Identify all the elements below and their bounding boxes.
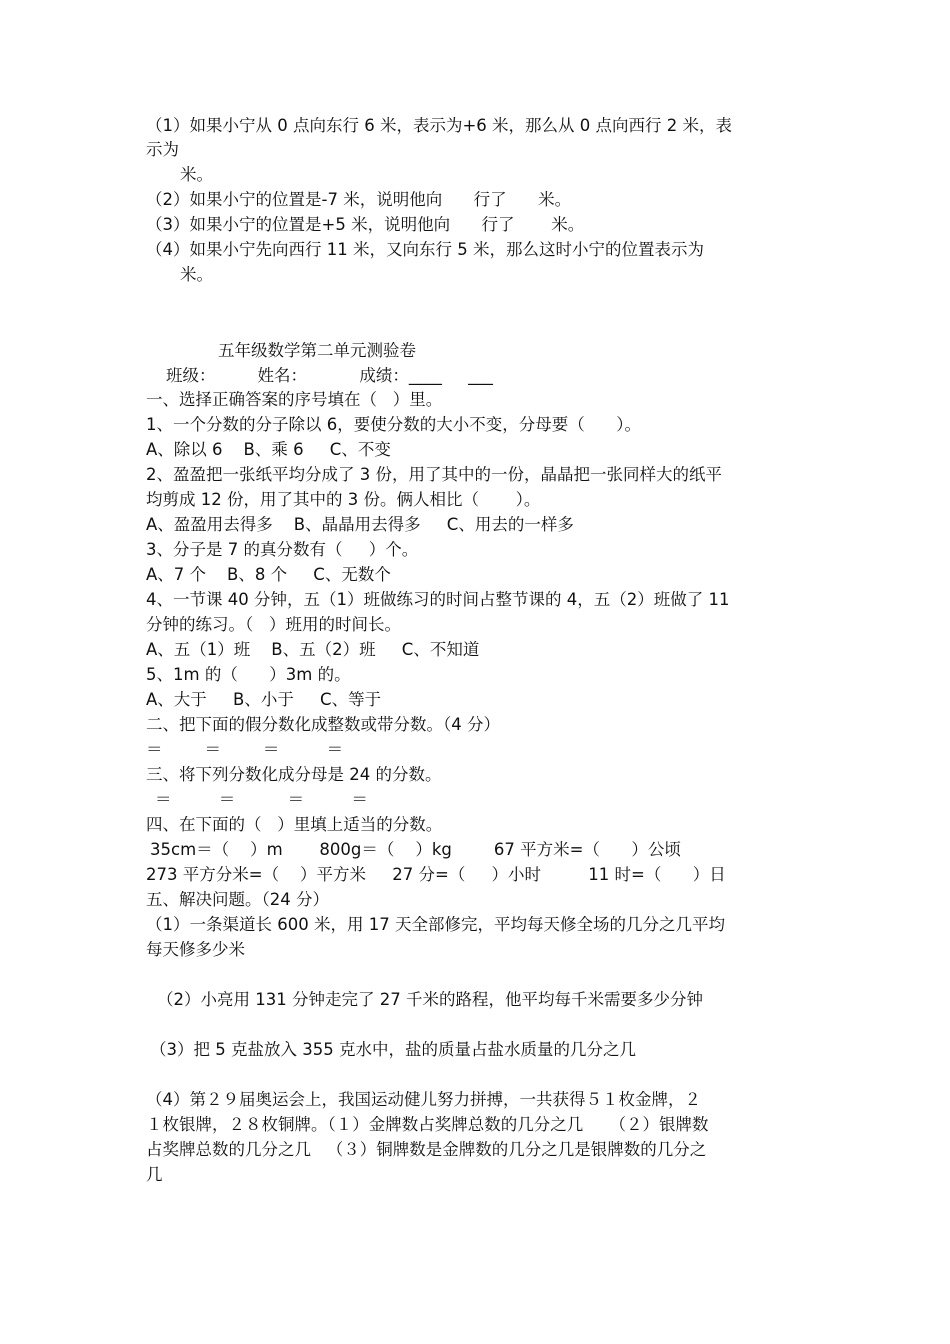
s1-q1: 1、一个分数的分子除以 6，要使分数的大小不变，分母要（ ）。 xyxy=(146,415,641,434)
section3-heading: 三、将下列分数化成分母是 24 的分数。 xyxy=(146,765,442,784)
section2-equals-row: ＝ ＝ ＝ ＝ xyxy=(146,740,344,759)
s1-q2-line2: 均剪成 12 份，用了其中的 3 份。俩人相比（ ）。 xyxy=(146,490,541,509)
p1-q3: （3）如果小宁的位置是+5 米，说明他向 行了 米。 xyxy=(146,215,585,234)
section4-row1: 35cm＝（ ）m 800g＝（ ）kg 67 平方米=（ ）公顷 xyxy=(150,840,681,859)
section4-heading: 四、在下面的（ ）里填上适当的分数。 xyxy=(146,815,443,834)
s1-q2-line1: 2、盈盈把一张纸平均分成了 3 份，用了其中的一份，晶晶把一张同样大的纸平 xyxy=(146,465,722,484)
section2-heading: 二、把下面的假分数化成整数或带分数。（4 分） xyxy=(146,715,500,734)
p1-q1-line3: 米。 xyxy=(180,165,213,184)
p1-q4-line1: （4）如果小宁先向西行 11 米，又向东行 5 米，那么这时小宁的位置表示为 xyxy=(146,240,704,259)
s1-q4-line2: 分钟的练习。（ ）班用的时间长。 xyxy=(146,615,401,634)
s5-q1-line2: 每天修多少米 xyxy=(146,940,245,959)
p1-q4-line2: 米。 xyxy=(180,265,213,284)
s5-q3: （3）把 5 克盐放入 355 克水中，盐的质量占盐水质量的几分之几 xyxy=(150,1040,636,1059)
s5-q4-line3: 占奖牌总数的几分之几 （３）铜牌数是金牌数的几分之几是银牌数的几分之 xyxy=(146,1140,707,1159)
s5-q4-line2: １枚银牌，２８枚铜牌。（１）金牌数占奖牌总数的几分之几 （２）银牌数 xyxy=(146,1115,709,1134)
s5-q2: （2）小亮用 131 分钟走完了 27 千米的路程，他平均每千米需要多少分钟 xyxy=(157,990,703,1009)
p1-q2: （2）如果小宁的位置是-7 米，说明他向 行了 米。 xyxy=(146,190,572,209)
section3-equals-row: ＝ ＝ ＝ ＝ xyxy=(155,790,368,809)
s1-q1-options: A、除以 6 B、乘 6 C、不变 xyxy=(146,440,391,459)
s1-q3: 3、分子是 7 的真分数有（ ）个。 xyxy=(146,540,419,559)
p1-q1-line1: （1）如果小宁从 0 点向东行 6 米，表示为+6 米，那么从 0 点向西行 2 米，表 xyxy=(146,116,733,135)
exam-info: 班级： 姓名： 成绩：____ ___ xyxy=(166,366,493,385)
s5-q1-line1: （1）一条渠道长 600 米，用 17 天全部修完，平均每天修全场的几分之几平均 xyxy=(146,915,725,934)
s5-q4-line1: （4）第２９届奥运会上，我国运动健儿努力拼搏，一共获得５１枚金牌，２ xyxy=(146,1090,701,1109)
s1-q5: 5、1m 的（ ）3m 的。 xyxy=(146,665,351,684)
section4-row2: 273 平方分米=（ ）平方米 27 分=（ ）小时 11 时=（ ）日 xyxy=(146,865,726,884)
s1-q4-options: A、五（1）班 B、五（2）班 C、不知道 xyxy=(146,640,480,659)
exam-title: 五年级数学第二单元测验卷 xyxy=(218,341,416,360)
s1-q3-options: A、7 个 B、8 个 C、无数个 xyxy=(146,565,391,584)
s1-q2-options: A、盈盈用去得多 B、晶晶用去得多 C、用去的一样多 xyxy=(146,515,574,534)
s1-q5-options: A、大于 B、小于 C、等于 xyxy=(146,690,382,709)
section1-heading: 一、选择正确答案的序号填在（ ）里。 xyxy=(146,390,443,409)
p1-q1-line2: 示为 xyxy=(146,140,179,159)
section5-heading: 五、解决问题。（24 分） xyxy=(146,890,329,909)
s5-q4-line4: 几 xyxy=(146,1165,163,1184)
s1-q4-line1: 4、一节课 40 分钟，五（1）班做练习的时间占整节课的 4，五（2）班做了 11 xyxy=(146,590,730,609)
